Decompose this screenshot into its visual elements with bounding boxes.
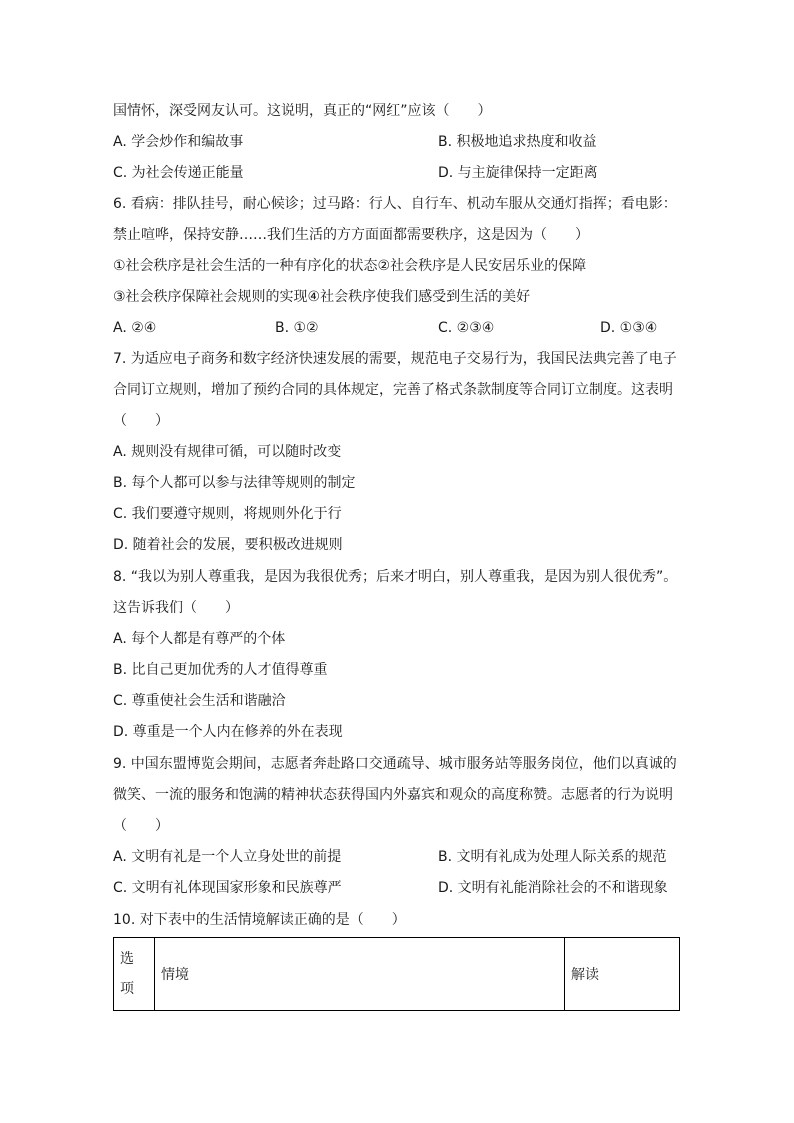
q9-stem-line-3: （ ） xyxy=(113,818,169,834)
header-option-line-2: 项 xyxy=(120,981,134,997)
q9-stem-line-2: 微笑、一流的服务和饱满的精神状态获得国内外嘉宾和观众的高度称赞。志愿者的行为说明 xyxy=(113,787,673,803)
q6-statements-line-1: ①社会秩序是社会生活的一种有序化的状态②社会秩序是人民安居乐业的保障 xyxy=(113,258,587,274)
q9-option-c[interactable]: C. 文明有礼体现国家形象和民族尊严 xyxy=(113,880,342,896)
q8-option-b[interactable]: B. 比自己更加优秀的人才值得尊重 xyxy=(113,662,328,678)
header-option-line-1: 选 xyxy=(120,951,134,967)
q8-option-d[interactable]: D. 尊重是一个人内在修养的外在表现 xyxy=(113,724,343,740)
q8-option-a[interactable]: A. 每个人都是有尊严的个体 xyxy=(113,631,286,647)
q6-stem-line-2: 禁止喧哗，保持安静……我们生活的方方面面都需要秩序，这是因为（ ） xyxy=(113,227,589,243)
header-option xyxy=(114,938,155,1011)
q10-stem: 10. 对下表中的生活情境解读正确的是（ ） xyxy=(113,912,406,928)
q9-stem-line-1: 9. 中国东盟博览会期间，志愿者奔赴路口交通疏导、城市服务站等服务岗位，他们以真诚的 xyxy=(113,756,677,772)
q9-option-a[interactable]: A. 文明有礼是一个人立身处世的前提 xyxy=(113,849,342,865)
q9-option-b[interactable]: B. 文明有礼成为处理人际关系的规范 xyxy=(438,849,667,865)
q10-table xyxy=(113,937,680,1011)
q7-option-c[interactable]: C. 我们要遵守规则，将规则外化于行 xyxy=(113,506,342,522)
q8-stem-line-1: 8. “我以为别人尊重我，是因为我很优秀；后来才明白，别人尊重我，是因为别人很优秀”。 xyxy=(113,569,678,585)
header-interpretation: 解读 xyxy=(565,938,680,1011)
q5-option-b[interactable]: B. 积极地追求热度和收益 xyxy=(438,134,597,150)
q6-option-a[interactable]: A. ②④ xyxy=(113,320,157,336)
table-header-row xyxy=(114,938,680,1011)
q7-option-b[interactable]: B. 每个人都可以参与法律等规则的制定 xyxy=(113,475,356,491)
q5-stem: 国情怀，深受网友认可。这说明，真正的“网红”应该（ ） xyxy=(113,103,492,119)
q6-stem-line-1: 6. 看病：排队挂号，耐心候诊；过马路：行人、自行车、机动车服从交通灯指挥；看电影： xyxy=(113,196,677,212)
q8-option-c[interactable]: C. 尊重使社会生活和谐融洽 xyxy=(113,693,286,709)
q6-statements-line-2: ③社会秩序保障社会规则的实现④社会秩序使我们感受到生活的美好 xyxy=(113,289,531,305)
q7-stem-line-3: （ ） xyxy=(113,413,169,429)
q6-option-d[interactable]: D. ①③④ xyxy=(600,320,658,336)
q5-option-c[interactable]: C. 为社会传递正能量 xyxy=(113,165,244,181)
q6-option-c[interactable]: C. ②③④ xyxy=(438,320,495,336)
q9-option-d[interactable]: D. 文明有礼能消除社会的不和谐现象 xyxy=(438,880,668,896)
q7-stem-line-2: 合同订立规则，增加了预约合同的具体规定，完善了格式条款制度等合同订立制度。这表明 xyxy=(113,382,673,398)
q7-option-a[interactable]: A. 规则没有规律可循，可以随时改变 xyxy=(113,444,342,460)
q5-option-a[interactable]: A. 学会炒作和编故事 xyxy=(113,134,244,150)
header-scenario: 情境 xyxy=(155,938,565,1011)
q5-option-d[interactable]: D. 与主旋律保持一定距离 xyxy=(438,165,598,181)
q6-option-b[interactable]: B. ①② xyxy=(275,320,319,336)
q7-option-d[interactable]: D. 随着社会的发展，要积极改进规则 xyxy=(113,537,343,553)
q7-stem-line-1: 7. 为适应电子商务和数字经济快速发展的需要，规范电子交易行为，我国民法典完善了电子 xyxy=(113,351,677,367)
q8-stem-line-2: 这告诉我们（ ） xyxy=(113,600,239,616)
